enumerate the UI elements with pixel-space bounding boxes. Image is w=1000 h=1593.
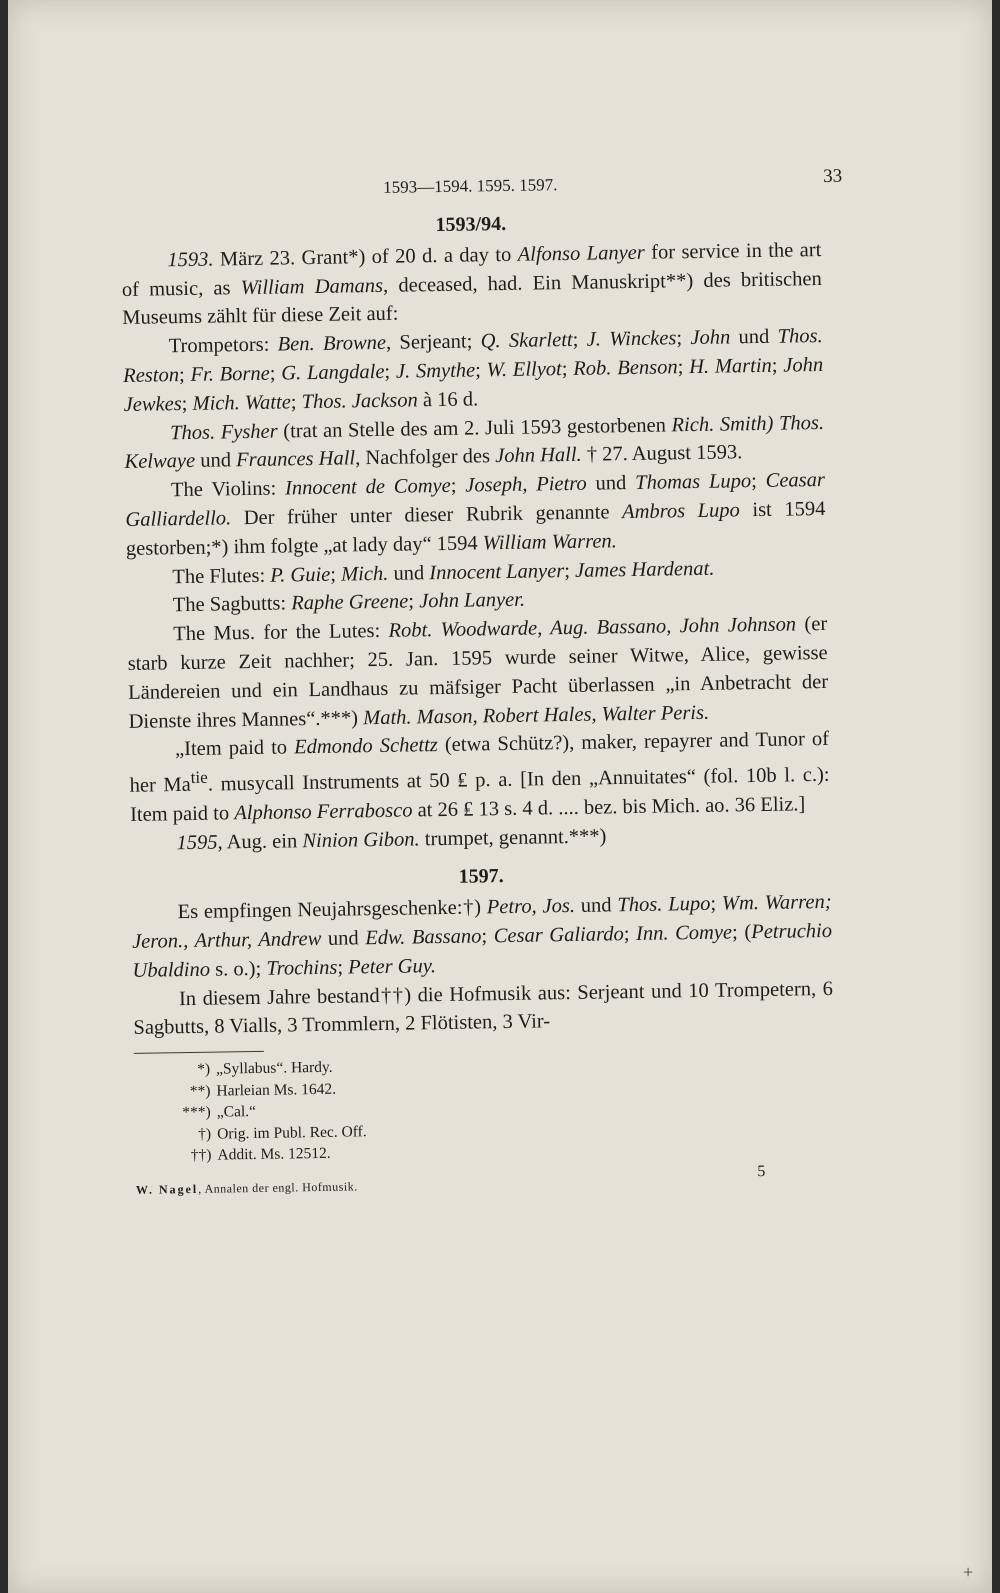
footnote: **) Harleian Ms. 1642. <box>189 1080 337 1100</box>
page-number: 33 <box>822 165 843 187</box>
paragraph-flutes: The Flutes: P. Guie; Mich. und Innocent Lanyer; James Hardenat. <box>172 557 715 588</box>
signature-author: W. Nagel <box>135 1181 199 1197</box>
section-heading-1593: 1593/94. <box>435 212 507 237</box>
footnote: ***) „Cal.“ <box>182 1103 257 1122</box>
registration-mark-icon: + <box>963 1562 974 1582</box>
paragraph-schettz: „Item paid to Edmondo Schettz (etwa Schütz?), maker, repayrer and Tunor of her $Ma^{tie}$. musycall Instruments at 50 ₤ p. a. [In den „Annuitates“ (fol. 10b l. c.): Item paid to Alphonso Ferrabosco at 26 ₤ 13 s. 4 d. .... bez. bis Mich. ao. 36 Eliz.] <box>129 728 830 826</box>
paragraph-gibon: 1595, Aug. ein Ninion Gibon. trumpet, genannt.***) <box>176 825 607 854</box>
paragraph-violins: The Violins: Innocent de Comye; Joseph, Pietro und Thomas Lupo; Ceasar Galliardello. Der früher unter dieser Rubrik genannte Ambros Lupo ist 1594 gestorben;*) ihm folgte „at lady day“ 1594 William Warren. <box>125 469 826 560</box>
section-heading-1597: 1597. <box>458 865 504 889</box>
signature-title: , Annalen der engl. Hofmusik. <box>198 1179 358 1196</box>
footnote: †) Orig. im Publ. Rec. Off. <box>198 1122 367 1143</box>
running-head-years: 1593—1594. 1595. 1597. <box>382 175 558 197</box>
paragraph-grant: 1593. März 23. Grant*) of 20 d. a day to Alfonso Lanyer for service in the art of music, as William Damans, deceased, had. Ein Manuskript**) des britischen Museums zählt für diese Zeit auf: <box>121 238 822 330</box>
page-text-block <box>120 161 843 1204</box>
paragraph-trompetors: Trompetors: Ben. Browne, Serjeant; Q. Skarlett; J. Winckes; John und Thos. Reston; Fr. Borne; G. Langdale; J. Smythe; W. Ellyot; Rob. Benson; H. Martin; John Jewkes; Mich. Watte; Thos. Jackson à 16 d. <box>123 325 824 416</box>
paragraph-hofmusik: In diesem Jahre bestand††) die Hofmusik aus: Serjeant und 10 Trompetern, 6 Sagbutts, 8 Vialls, 3 Trommlern, 2 Flötisten, 3 Vir- <box>133 977 834 1040</box>
paragraph-neujahrsgeschenke: Es empfingen Neujahrsgeschenke:†) Petro, Jos. und Thos. Lupo; Wm. Warren; Jeron., Arthur, Andrew und Edw. Bassano; Cesar Galiardo; Inn. Comye; (Petruchio Ubaldino s. o.); Trochins; Peter Guy. <box>131 891 833 982</box>
footnote: *) „Syllabus“. Hardy. <box>197 1058 333 1079</box>
paragraph-fysher: Thos. Fysher (trat an Stelle des am 2. Juli 1593 gestorbenen Rich. Smith) Thos. Kelwaye und Fraunces Hall, Nachfolger des John Hall. † 27. August 1593. <box>124 411 825 474</box>
paragraph-sagbutts: The Sagbutts: Raphe Greene; John Lanyer. <box>172 589 526 617</box>
paragraph-lutes: The Mus. for the Lutes: Robt. Woodwarde, Aug. Bassano, John Johnson (er starb kurze Zeit nachher; 25. Jan. 1595 wurde seiner Witwe, Alice, gewisse Ländereien und ein Landhaus zu mäfsiger Pacht überlassen „in Anbetracht der Dienste ihres Mannes“.***) Math. Mason, Robert Hales, Walter Peris. <box>127 613 829 733</box>
book-page <box>8 0 992 1593</box>
sheet-number: 5 <box>757 1162 766 1180</box>
signature-line <box>135 1162 836 1205</box>
footnote: ††) Addit. Ms. 12512. <box>190 1144 331 1165</box>
running-head <box>120 161 843 206</box>
footnotes <box>134 1049 836 1167</box>
footnote-divider <box>134 1051 264 1054</box>
